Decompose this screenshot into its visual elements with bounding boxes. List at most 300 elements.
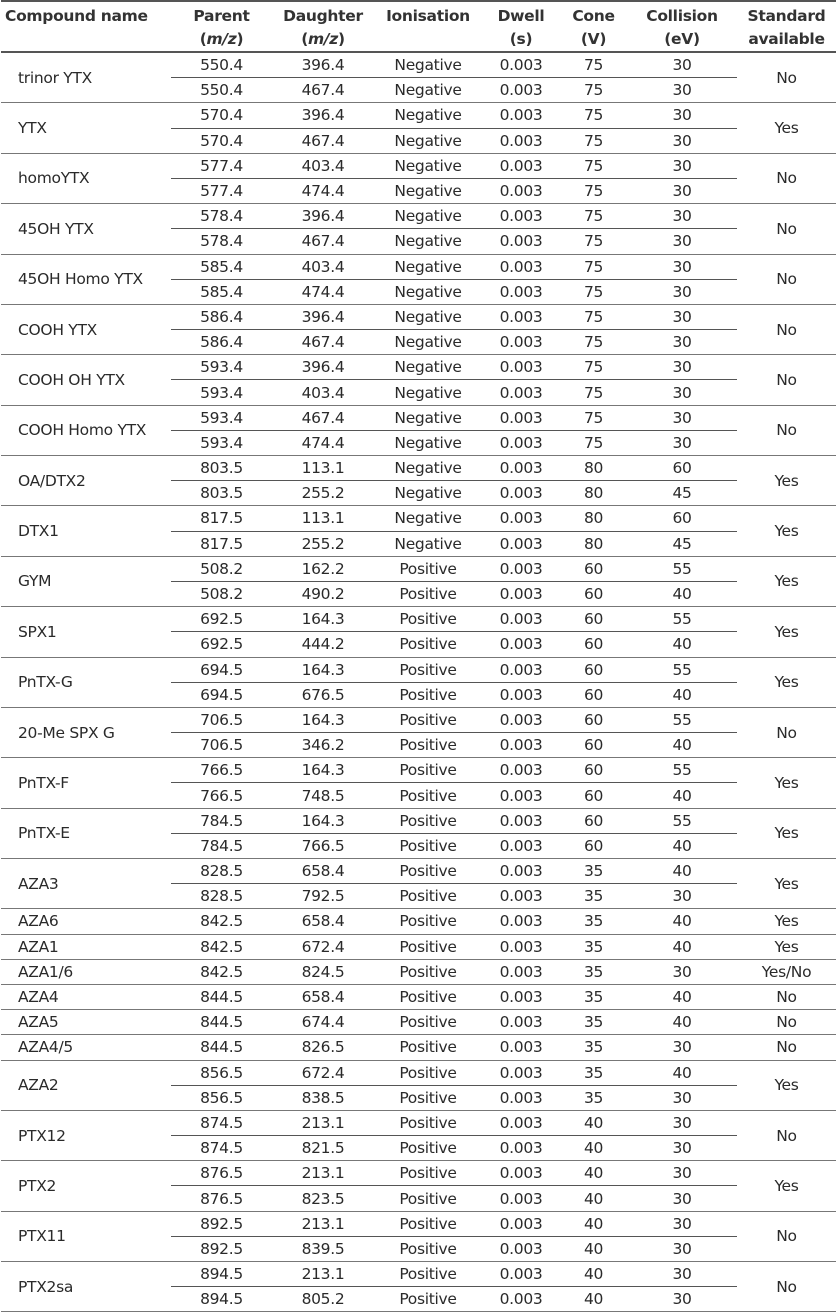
- ionisation-cell: Positive: [374, 909, 482, 934]
- parent-cell: 894.5: [171, 1262, 272, 1287]
- dwell-cell: 0.003: [482, 682, 560, 707]
- parent-cell: 842.5: [171, 934, 272, 959]
- compound-name-cell: COOH YTX: [1, 304, 171, 354]
- collision-cell: 45: [627, 481, 737, 506]
- cone-cell: 40: [560, 1262, 627, 1287]
- cone-cell: 60: [560, 783, 627, 808]
- collision-cell: 40: [627, 581, 737, 606]
- cone-cell: 35: [560, 959, 627, 984]
- collision-cell: 40: [627, 859, 737, 884]
- dwell-cell: 0.003: [482, 1186, 560, 1211]
- parent-cell: 694.5: [171, 682, 272, 707]
- cone-cell: 35: [560, 984, 627, 1009]
- cone-cell: 60: [560, 556, 627, 581]
- standard-available-cell: Yes: [737, 657, 836, 707]
- ionisation-cell: Negative: [374, 279, 482, 304]
- parent-cell: 844.5: [171, 1010, 272, 1035]
- cone-cell: 60: [560, 657, 627, 682]
- compound-name-cell: COOH OH YTX: [1, 355, 171, 405]
- ionisation-cell: Negative: [374, 506, 482, 531]
- dwell-cell: 0.003: [482, 103, 560, 128]
- ionisation-cell: Negative: [374, 531, 482, 556]
- ionisation-cell: Negative: [374, 103, 482, 128]
- header-dwell: Dwell (s): [482, 1, 560, 52]
- cone-cell: 35: [560, 934, 627, 959]
- compound-name-cell: trinor YTX: [1, 52, 171, 103]
- standard-available-cell: Yes: [737, 859, 836, 909]
- cone-cell: 40: [560, 1287, 627, 1312]
- header-daughter: Daughter (m/z): [272, 1, 374, 52]
- daughter-cell: 255.2: [272, 481, 374, 506]
- table-row: [1, 1060, 836, 1085]
- table-row: [1, 758, 836, 783]
- dwell-cell: 0.003: [482, 833, 560, 858]
- cone-cell: 75: [560, 103, 627, 128]
- ionisation-cell: Positive: [374, 733, 482, 758]
- collision-cell: 30: [627, 1287, 737, 1312]
- dwell-cell: 0.003: [482, 556, 560, 581]
- dwell-cell: 0.003: [482, 1010, 560, 1035]
- compound-name-cell: PnTX-G: [1, 657, 171, 707]
- dwell-cell: 0.003: [482, 1085, 560, 1110]
- ionisation-cell: Positive: [374, 1161, 482, 1186]
- parent-cell: 508.2: [171, 556, 272, 581]
- dwell-cell: 0.003: [482, 229, 560, 254]
- parent-cell: 844.5: [171, 1035, 272, 1060]
- parent-cell: 876.5: [171, 1186, 272, 1211]
- daughter-cell: 792.5: [272, 884, 374, 909]
- daughter-cell: 396.4: [272, 204, 374, 229]
- standard-available-cell: No: [737, 405, 836, 455]
- ionisation-cell: Negative: [374, 456, 482, 481]
- collision-cell: 30: [627, 52, 737, 78]
- cone-cell: 35: [560, 1035, 627, 1060]
- collision-cell: 30: [627, 279, 737, 304]
- parent-cell: 585.4: [171, 254, 272, 279]
- collision-cell: 55: [627, 758, 737, 783]
- dwell-cell: 0.003: [482, 1211, 560, 1236]
- standard-available-cell: No: [737, 254, 836, 304]
- daughter-cell: 113.1: [272, 456, 374, 481]
- collision-cell: 30: [627, 254, 737, 279]
- daughter-cell: 467.4: [272, 78, 374, 103]
- daughter-cell: 396.4: [272, 103, 374, 128]
- dwell-cell: 0.003: [482, 1060, 560, 1085]
- collision-cell: 40: [627, 1010, 737, 1035]
- header-collision-unit: (eV): [664, 30, 700, 48]
- daughter-cell: 672.4: [272, 1060, 374, 1085]
- parent-cell: 784.5: [171, 808, 272, 833]
- parent-cell: 593.4: [171, 355, 272, 380]
- daughter-cell: 658.4: [272, 909, 374, 934]
- parent-cell: 817.5: [171, 531, 272, 556]
- parent-cell: 578.4: [171, 229, 272, 254]
- collision-cell: 30: [627, 304, 737, 329]
- parent-cell: 828.5: [171, 884, 272, 909]
- collision-cell: 30: [627, 103, 737, 128]
- table-row: [1, 204, 836, 229]
- compound-name-cell: AZA2: [1, 1060, 171, 1110]
- ionisation-cell: Positive: [374, 1110, 482, 1135]
- table-row: [1, 1262, 836, 1287]
- daughter-cell: 474.4: [272, 178, 374, 203]
- dwell-cell: 0.003: [482, 783, 560, 808]
- collision-cell: 60: [627, 456, 737, 481]
- parent-cell: 508.2: [171, 581, 272, 606]
- daughter-cell: 403.4: [272, 153, 374, 178]
- ionisation-cell: Positive: [374, 1060, 482, 1085]
- daughter-cell: 467.4: [272, 128, 374, 153]
- collision-cell: 55: [627, 657, 737, 682]
- compound-name-cell: SPX1: [1, 607, 171, 657]
- dwell-cell: 0.003: [482, 758, 560, 783]
- collision-cell: 30: [627, 178, 737, 203]
- standard-available-cell: Yes: [737, 758, 836, 808]
- header-parent-unit: (m/z): [199, 30, 244, 48]
- ionisation-cell: Positive: [374, 1085, 482, 1110]
- cone-cell: 80: [560, 481, 627, 506]
- parent-cell: 550.4: [171, 78, 272, 103]
- parent-cell: 874.5: [171, 1110, 272, 1135]
- parent-cell: 892.5: [171, 1211, 272, 1236]
- cone-cell: 75: [560, 330, 627, 355]
- daughter-cell: 839.5: [272, 1236, 374, 1261]
- ionisation-cell: Positive: [374, 581, 482, 606]
- compound-name-cell: AZA4/5: [1, 1035, 171, 1060]
- standard-available-cell: No: [737, 304, 836, 354]
- ionisation-cell: Positive: [374, 1136, 482, 1161]
- header-daughter-unit: (m/z): [301, 30, 345, 48]
- dwell-cell: 0.003: [482, 909, 560, 934]
- dwell-cell: 0.003: [482, 531, 560, 556]
- dwell-cell: 0.003: [482, 581, 560, 606]
- cone-cell: 40: [560, 1161, 627, 1186]
- ionisation-cell: Positive: [374, 884, 482, 909]
- ionisation-cell: Positive: [374, 1186, 482, 1211]
- table-row: [1, 808, 836, 833]
- dwell-cell: 0.003: [482, 481, 560, 506]
- ionisation-cell: Positive: [374, 1236, 482, 1261]
- standard-available-cell: No: [737, 1110, 836, 1160]
- daughter-cell: 490.2: [272, 581, 374, 606]
- standard-available-cell: Yes: [737, 506, 836, 556]
- daughter-cell: 826.5: [272, 1035, 374, 1060]
- standard-available-cell: Yes: [737, 103, 836, 153]
- daughter-cell: 346.2: [272, 733, 374, 758]
- daughter-cell: 823.5: [272, 1186, 374, 1211]
- ionisation-cell: Negative: [374, 330, 482, 355]
- standard-available-cell: No: [737, 204, 836, 254]
- parent-cell: 692.5: [171, 607, 272, 632]
- table-row: [1, 1010, 836, 1035]
- collision-cell: 30: [627, 229, 737, 254]
- parent-cell: 817.5: [171, 506, 272, 531]
- standard-available-cell: No: [737, 984, 836, 1009]
- dwell-cell: 0.003: [482, 1110, 560, 1135]
- compound-name-cell: GYM: [1, 556, 171, 606]
- parent-cell: 784.5: [171, 833, 272, 858]
- cone-cell: 60: [560, 733, 627, 758]
- compound-name-cell: AZA1: [1, 934, 171, 959]
- cone-cell: 75: [560, 304, 627, 329]
- dwell-cell: 0.003: [482, 1236, 560, 1261]
- table-row: [1, 153, 836, 178]
- table-row: [1, 707, 836, 732]
- dwell-cell: 0.003: [482, 52, 560, 78]
- collision-cell: 55: [627, 707, 737, 732]
- standard-available-cell: No: [737, 52, 836, 103]
- compound-name-cell: OA/DTX2: [1, 456, 171, 506]
- parent-cell: 593.4: [171, 405, 272, 430]
- daughter-cell: 403.4: [272, 254, 374, 279]
- dwell-cell: 0.003: [482, 506, 560, 531]
- parent-cell: 766.5: [171, 758, 272, 783]
- compound-name-cell: 45OH YTX: [1, 204, 171, 254]
- parent-cell: 570.4: [171, 103, 272, 128]
- dwell-cell: 0.003: [482, 279, 560, 304]
- parent-cell: 874.5: [171, 1136, 272, 1161]
- dwell-cell: 0.003: [482, 304, 560, 329]
- table-row: [1, 456, 836, 481]
- parent-cell: 803.5: [171, 456, 272, 481]
- dwell-cell: 0.003: [482, 355, 560, 380]
- parent-cell: 577.4: [171, 153, 272, 178]
- daughter-cell: 164.3: [272, 808, 374, 833]
- cone-cell: 75: [560, 405, 627, 430]
- dwell-cell: 0.003: [482, 607, 560, 632]
- cone-cell: 75: [560, 153, 627, 178]
- collision-cell: 30: [627, 128, 737, 153]
- cone-cell: 35: [560, 1010, 627, 1035]
- dwell-cell: 0.003: [482, 959, 560, 984]
- collision-cell: 40: [627, 783, 737, 808]
- ionisation-cell: Positive: [374, 1035, 482, 1060]
- compound-name-cell: AZA3: [1, 859, 171, 909]
- dwell-cell: 0.003: [482, 178, 560, 203]
- table-row: [1, 355, 836, 380]
- compound-name-cell: AZA6: [1, 909, 171, 934]
- collision-cell: 30: [627, 1186, 737, 1211]
- ionisation-cell: Positive: [374, 607, 482, 632]
- collision-cell: 40: [627, 909, 737, 934]
- collision-cell: 30: [627, 1236, 737, 1261]
- collision-cell: 30: [627, 330, 737, 355]
- parent-cell: 766.5: [171, 783, 272, 808]
- collision-cell: 30: [627, 1211, 737, 1236]
- compound-name-cell: DTX1: [1, 506, 171, 556]
- daughter-cell: 467.4: [272, 330, 374, 355]
- collision-cell: 30: [627, 1136, 737, 1161]
- cone-cell: 60: [560, 581, 627, 606]
- collision-cell: 45: [627, 531, 737, 556]
- dwell-cell: 0.003: [482, 330, 560, 355]
- header-ionisation: Ionisation: [374, 1, 482, 52]
- cone-cell: 75: [560, 78, 627, 103]
- cone-cell: 35: [560, 1085, 627, 1110]
- parent-cell: 586.4: [171, 304, 272, 329]
- collision-cell: 55: [627, 556, 737, 581]
- header-row: [1, 1, 836, 52]
- cone-cell: 75: [560, 52, 627, 78]
- parent-cell: 570.4: [171, 128, 272, 153]
- standard-available-cell: Yes: [737, 456, 836, 506]
- parent-cell: 856.5: [171, 1085, 272, 1110]
- cone-cell: 75: [560, 254, 627, 279]
- parent-cell: 706.5: [171, 707, 272, 732]
- daughter-cell: 676.5: [272, 682, 374, 707]
- daughter-cell: 164.3: [272, 607, 374, 632]
- cone-cell: 75: [560, 229, 627, 254]
- parent-cell: 593.4: [171, 430, 272, 455]
- collision-cell: 30: [627, 405, 737, 430]
- dwell-cell: 0.003: [482, 204, 560, 229]
- daughter-cell: 396.4: [272, 304, 374, 329]
- header-collision: Collision (eV): [627, 1, 737, 52]
- dwell-cell: 0.003: [482, 1035, 560, 1060]
- ionisation-cell: Positive: [374, 1262, 482, 1287]
- daughter-cell: 403.4: [272, 380, 374, 405]
- parent-cell: 844.5: [171, 984, 272, 1009]
- daughter-cell: 255.2: [272, 531, 374, 556]
- dwell-cell: 0.003: [482, 128, 560, 153]
- compound-name-cell: YTX: [1, 103, 171, 153]
- table-row: [1, 1035, 836, 1060]
- daughter-cell: 213.1: [272, 1110, 374, 1135]
- ionisation-cell: Negative: [374, 78, 482, 103]
- cone-cell: 75: [560, 430, 627, 455]
- parent-cell: 892.5: [171, 1236, 272, 1261]
- table-row: [1, 1211, 836, 1236]
- table-row: [1, 909, 836, 934]
- table-row: [1, 1161, 836, 1186]
- ionisation-cell: Negative: [374, 405, 482, 430]
- compound-name-cell: PTX12: [1, 1110, 171, 1160]
- cone-cell: 75: [560, 355, 627, 380]
- ionisation-cell: Negative: [374, 355, 482, 380]
- header-standard-unit: available: [748, 30, 825, 48]
- table-row: [1, 556, 836, 581]
- parent-cell: 585.4: [171, 279, 272, 304]
- daughter-cell: 674.4: [272, 1010, 374, 1035]
- parent-cell: 577.4: [171, 178, 272, 203]
- daughter-cell: 467.4: [272, 229, 374, 254]
- daughter-cell: 748.5: [272, 783, 374, 808]
- daughter-cell: 164.3: [272, 657, 374, 682]
- daughter-cell: 213.1: [272, 1262, 374, 1287]
- dwell-cell: 0.003: [482, 1136, 560, 1161]
- collision-cell: 30: [627, 1110, 737, 1135]
- table-row: [1, 254, 836, 279]
- parent-cell: 842.5: [171, 959, 272, 984]
- collision-cell: 30: [627, 204, 737, 229]
- parent-cell: 692.5: [171, 632, 272, 657]
- cone-cell: 35: [560, 884, 627, 909]
- dwell-cell: 0.003: [482, 430, 560, 455]
- cone-cell: 40: [560, 1236, 627, 1261]
- daughter-cell: 164.3: [272, 758, 374, 783]
- dwell-cell: 0.003: [482, 254, 560, 279]
- cone-cell: 75: [560, 178, 627, 203]
- compound-name-cell: AZA5: [1, 1010, 171, 1035]
- cone-cell: 75: [560, 380, 627, 405]
- collision-cell: 40: [627, 833, 737, 858]
- dwell-cell: 0.003: [482, 153, 560, 178]
- parent-cell: 694.5: [171, 657, 272, 682]
- header-parent: Parent (m/z): [171, 1, 272, 52]
- compound-name-cell: 45OH Homo YTX: [1, 254, 171, 304]
- ionisation-cell: Positive: [374, 1287, 482, 1312]
- compound-name-cell: 20-Me SPX G: [1, 707, 171, 757]
- dwell-cell: 0.003: [482, 405, 560, 430]
- standard-available-cell: Yes: [737, 934, 836, 959]
- ionisation-cell: Negative: [374, 430, 482, 455]
- dwell-cell: 0.003: [482, 1161, 560, 1186]
- compound-name-cell: AZA4: [1, 984, 171, 1009]
- parent-cell: 578.4: [171, 204, 272, 229]
- ionisation-cell: Positive: [374, 1211, 482, 1236]
- dwell-cell: 0.003: [482, 1287, 560, 1312]
- standard-available-cell: No: [737, 355, 836, 405]
- dwell-cell: 0.003: [482, 934, 560, 959]
- table-row: [1, 657, 836, 682]
- collision-cell: 30: [627, 884, 737, 909]
- ionisation-cell: Positive: [374, 632, 482, 657]
- cone-cell: 80: [560, 506, 627, 531]
- cone-cell: 60: [560, 808, 627, 833]
- header-cone-unit: (V): [580, 30, 607, 48]
- daughter-cell: 474.4: [272, 430, 374, 455]
- standard-available-cell: Yes: [737, 1161, 836, 1211]
- ionisation-cell: Positive: [374, 783, 482, 808]
- ionisation-cell: Negative: [374, 204, 482, 229]
- cone-cell: 60: [560, 632, 627, 657]
- ionisation-cell: Positive: [374, 959, 482, 984]
- collision-cell: 30: [627, 959, 737, 984]
- dwell-cell: 0.003: [482, 808, 560, 833]
- dwell-cell: 0.003: [482, 859, 560, 884]
- dwell-cell: 0.003: [482, 984, 560, 1009]
- collision-cell: 40: [627, 632, 737, 657]
- standard-available-cell: Yes: [737, 556, 836, 606]
- cone-cell: 75: [560, 204, 627, 229]
- ionisation-cell: Negative: [374, 128, 482, 153]
- table-row: [1, 52, 836, 78]
- standard-available-cell: No: [737, 153, 836, 203]
- daughter-cell: 658.4: [272, 984, 374, 1009]
- cone-cell: 40: [560, 1186, 627, 1211]
- collision-cell: 30: [627, 1085, 737, 1110]
- daughter-cell: 444.2: [272, 632, 374, 657]
- compound-name-cell: PTX11: [1, 1211, 171, 1261]
- table-row: [1, 506, 836, 531]
- compound-name-cell: PTX2sa: [1, 1262, 171, 1312]
- ionisation-cell: Positive: [374, 984, 482, 1009]
- compound-name-cell: PTX2: [1, 1161, 171, 1211]
- cone-cell: 60: [560, 707, 627, 732]
- parent-cell: 706.5: [171, 733, 272, 758]
- collision-cell: 30: [627, 1161, 737, 1186]
- ionisation-cell: Negative: [374, 229, 482, 254]
- ionisation-cell: Negative: [374, 254, 482, 279]
- table-row: [1, 934, 836, 959]
- collision-cell: 60: [627, 506, 737, 531]
- dwell-cell: 0.003: [482, 707, 560, 732]
- ionisation-cell: Positive: [374, 833, 482, 858]
- cone-cell: 80: [560, 456, 627, 481]
- header-compound-name: Compound name: [1, 1, 171, 52]
- cone-cell: 80: [560, 531, 627, 556]
- table-row: [1, 405, 836, 430]
